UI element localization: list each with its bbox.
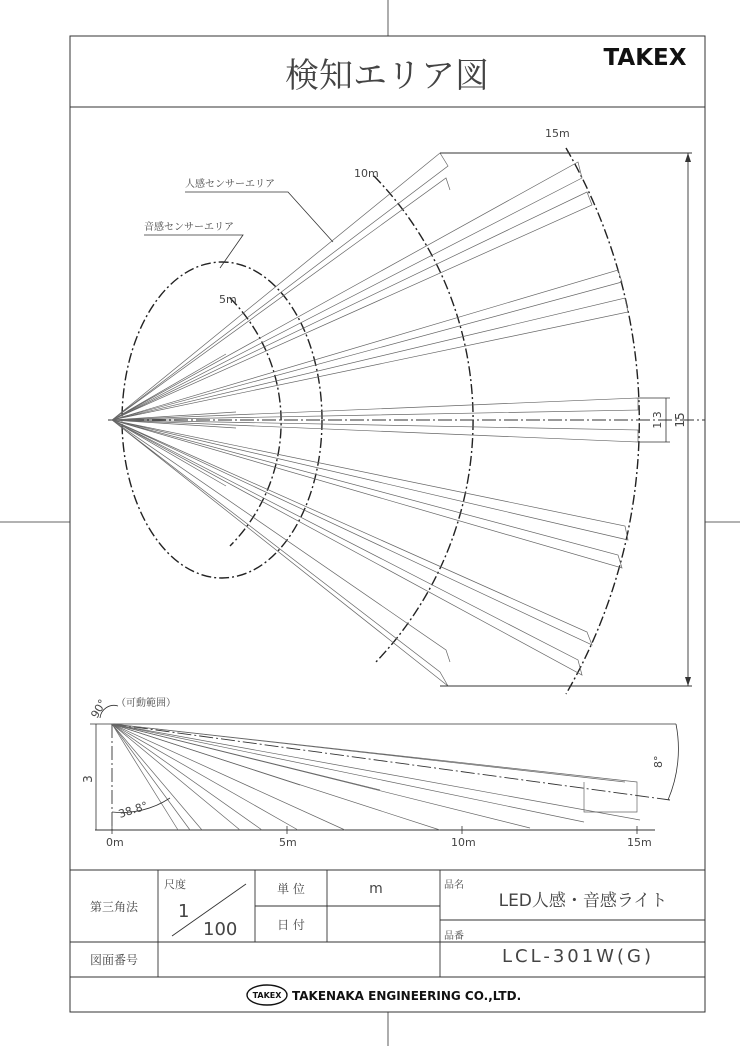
page-title: 検知エリア図 [285,56,489,96]
product-name: LED人感・音感ライト [498,891,668,911]
angle-90-label: 90° [88,697,110,721]
beams-side [112,724,640,830]
scale-denominator: 100 [203,919,238,940]
tilt-angle-label: 38.8° [116,799,150,821]
projection-label: 第三角法 [89,900,139,914]
axis-label-15m: 15m [627,836,652,849]
company-name: TAKENAKA ENGINEERING CO.,LTD. [292,989,522,1003]
arc-5m [230,298,281,546]
label-15m: 15m [545,127,570,140]
beam-angle-arc [668,724,678,800]
sound-sensor-leader [144,235,243,268]
human-sensor-label: 人感センサーエリア [185,179,275,190]
dim-arrow-top [685,153,691,162]
product-name-label: 品名 [444,880,464,891]
dim-arrow-bottom [685,677,691,686]
company-footer [247,985,521,1005]
plan-view [108,127,705,694]
date-label: 日 付 [277,918,305,932]
label-10m: 10m [354,167,379,180]
product-no: LCL-301W(G) [502,946,654,967]
scale-numerator: 1 [178,901,190,922]
beam-angle-label: 8° [652,755,665,768]
label-5m: 5m [219,293,237,306]
drawing-no-label: 図面番号 [89,953,139,967]
unit-label: 単 位 [277,882,305,896]
dim-1-3-label: 1.3 [651,411,664,429]
side-view [81,696,678,849]
scale-label: 尺度 [164,878,186,891]
product-no-label: 品番 [444,931,464,942]
brand-logo: TAKEX [603,45,687,71]
dim-15-label: 15 [673,412,687,428]
frame-border [70,36,705,1012]
unit-value: m [369,881,383,897]
sound-sensor-label: 音感センサーエリア [144,222,234,233]
human-sensor-leader [185,192,333,242]
arc-15m [566,148,639,694]
height-label: 3 [81,775,95,783]
axis-label-5m: 5m [279,836,297,849]
axis-label-10m: 10m [451,836,476,849]
axis-label-0m: 0m [106,836,124,849]
company-logo: TAKEX [252,991,282,1000]
rotation-note: （可動範囲） [116,698,176,709]
